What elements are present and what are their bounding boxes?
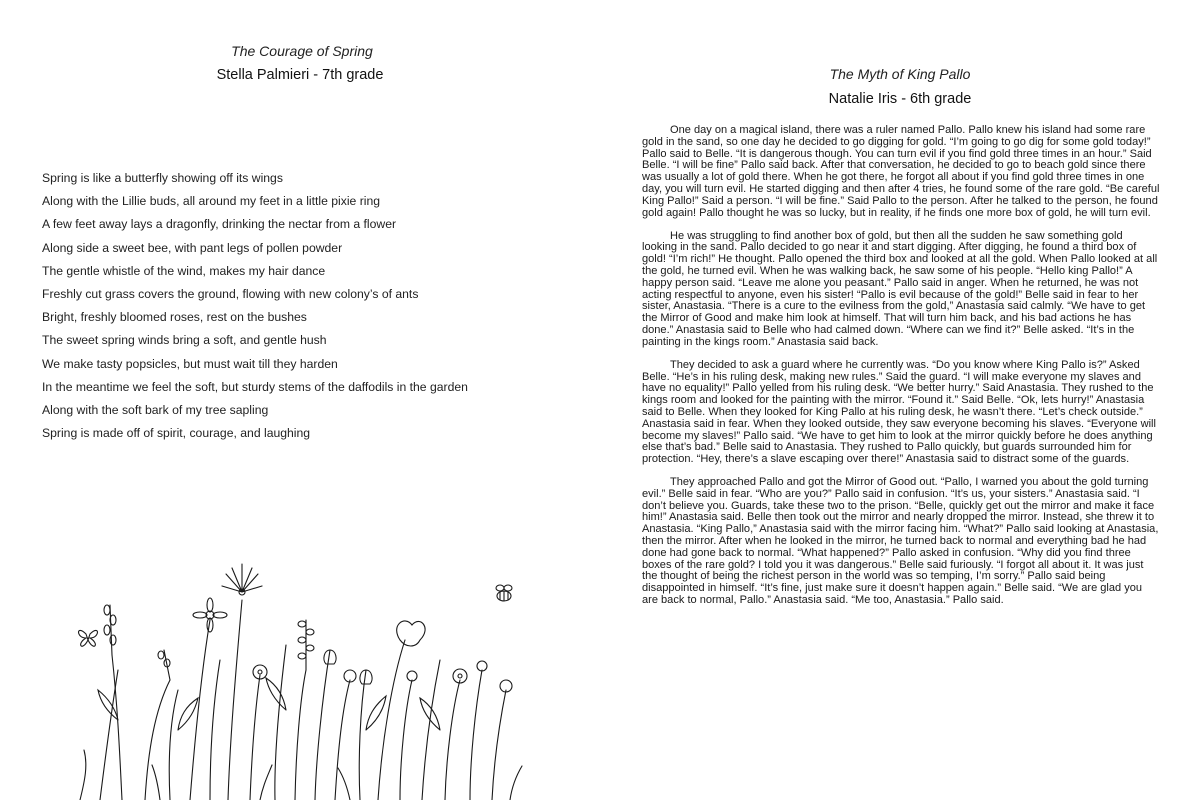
poem-line: A few feet away lays a dragonfly, drinking the nectar from a flower: [42, 217, 397, 232]
right-page: [600, 0, 1200, 800]
story-paragraph: One day on a magical island, there was a ruler named Pallo. Pallo knew his island had some rare gold in the sand, so one day he decided to go digging for gold. “I’m going to go dig for some gold today!” Pallo said to Belle. “It is dangerous though. You can turn evil if you find gold three times in an hour.” Said Belle. “I will be fine” Pallo said back. After that conversation, he decided to go to beach gold since there was usually a lot of gold there. When he got there, he forgot all about if you find gold three times in one day, you will turn evil. He started digging and then after 4 tries, he found some of the rare gold. “Be careful King Pallo!” Said a person. “I will be fine.” Said Pallo to the person. After he talked to the person, he found gold again! Pallo thought he was so lucky, but in reality, if he finds one more box of gold, he will turn evil.: [642, 124, 1160, 219]
poem-line: Spring is like a butterfly showing off its wings: [42, 171, 283, 185]
poem-line: We make tasty popsicles, but must wait till they harden: [42, 356, 338, 371]
poem-title: The Courage of Spring: [231, 43, 373, 59]
poem-body: [42, 167, 468, 445]
story-title: The Myth of King Pallo: [829, 66, 971, 82]
poem-line: In the meantime we feel the soft, but sturdy stems of the daffodils in the garden: [42, 379, 468, 394]
story-author: Natalie Iris - 6th grade: [828, 91, 972, 107]
poem-line: The gentle whistle of the wind, makes my hair dance: [42, 263, 326, 278]
poem-line: Along with the soft bark of my tree sapling: [42, 403, 269, 418]
story-paragraph: They approached Pallo and got the Mirror of Good out. “Pallo, I warned you about the gold turning evil.” Belle said in fear. “Who are you?” Pallo said in confusion. “It’s us, your sisters.” Anastasia said. “I don’t believe you. Guards, take these two to the prison. “Belle, quickly get out the mirror and make it face him!” Anastasia said. Belle then took out the mirror and nearly dropped the mirror. Instead, she threw it to Anastasia. “King Pallo,” Anastasia said with the mirror facing him. “What?” Pallo said looking at Anastasia, then the mirror. After when he looked in the mirror, he turned back to normal and everything bad he had done had gone back to normal. “What happened?” Pallo asked in confusion. “Why did you find three boxes of the rare gold? I told you it was dangerous.” Belle said furiously. “I forgot all about it. It was just the thought of being the richest person in the world was so temping, I’m sorry.” Pallo said being disappointed in himself. “It’s fine, just make sure it doesn’t happen again.” Belle said. “We are glad you are back to normal, Pallo.” Anastasia said. “Me too, Anastasia.” Pallo said.: [642, 476, 1159, 607]
poem-line: Spring is made off of spirit, courage, and laughing: [42, 426, 311, 441]
wildflower-meadow-icon: [60, 560, 530, 800]
poem-line: The sweet spring winds bring a soft, and gentle hush: [42, 333, 327, 348]
poem-line: Freshly cut grass covers the ground, flowing with new colony’s of ants: [42, 287, 419, 302]
story-paragraph: They decided to ask a guard where he currently was. “Do you know where King Pallo is?” Asked Belle. “He’s in his ruling desk, making new rules.” Said the guard. “I will make everyone my slaves and have no equality!” Pallo yelled from his ruling desk. “We better hurry.” Said Anastasia. They rushed to the kings room and looked for the painting with the mirror. “Found it.” Said Belle. “Ok, lets hurry!” Anastasia said to Belle. When they looked for King Pallo at his ruling desk, he wasn’t there. “Let’s check outside.” Anastasia said in fear. When they looked outside, they saw everyone becoming his slaves. “Everyone will become my slaves!” Pallo said. “We have to get him to look at the mirror quickly before he does anything else that’s bad.” Belle said to Anastasia. They rushed to Pallo quickly, but guards surrounded him for protection. “Hey, there’s a slave escaping over there!” Anastasia said to distract some of the guards.: [642, 358, 1156, 466]
poem-line: Along with the Lillie buds, all around my feet in a little pixie ring: [42, 194, 381, 209]
poem-author: Stella Palmieri - 7th grade: [216, 67, 384, 83]
story-paragraph: He was struggling to find another box of gold, but then all the sudden he saw something gold looking in the sand. Pallo decided to go near it and start digging. After digging, he found a third box of gold! “I’m rich!” He thought. Pallo opened the third box and looked at all the gold. When Pallo looked at all the gold, he turned evil. When he was walking back, he saw some of his people. “Hello king Pallo!” A happy person said. “Leave me alone you peasant.” Pallo said in anger. When he returned, he was not acting respectful to anyone, even his sister! “Pallo is evil because of the gold!” Belle said in fear to her sister, Anastasia. “There is a cure to the evilness from the gold,” Anastasia said calmly. “We have to get the Mirror of Good and make him look at himself. That will turn him back, and his bad actions he has done.” Anastasia said to Belle who had calmed down. “Where can we find it?” Belle asked. “It’s in the painting in the kings room.” Anastasia said back.: [642, 229, 1158, 348]
poem-line: Along side a sweet bee, with pant legs of pollen powder: [42, 240, 343, 255]
poem-line: Bright, freshly bloomed roses, rest on the bushes: [42, 310, 307, 325]
story-body: [642, 125, 1160, 618]
